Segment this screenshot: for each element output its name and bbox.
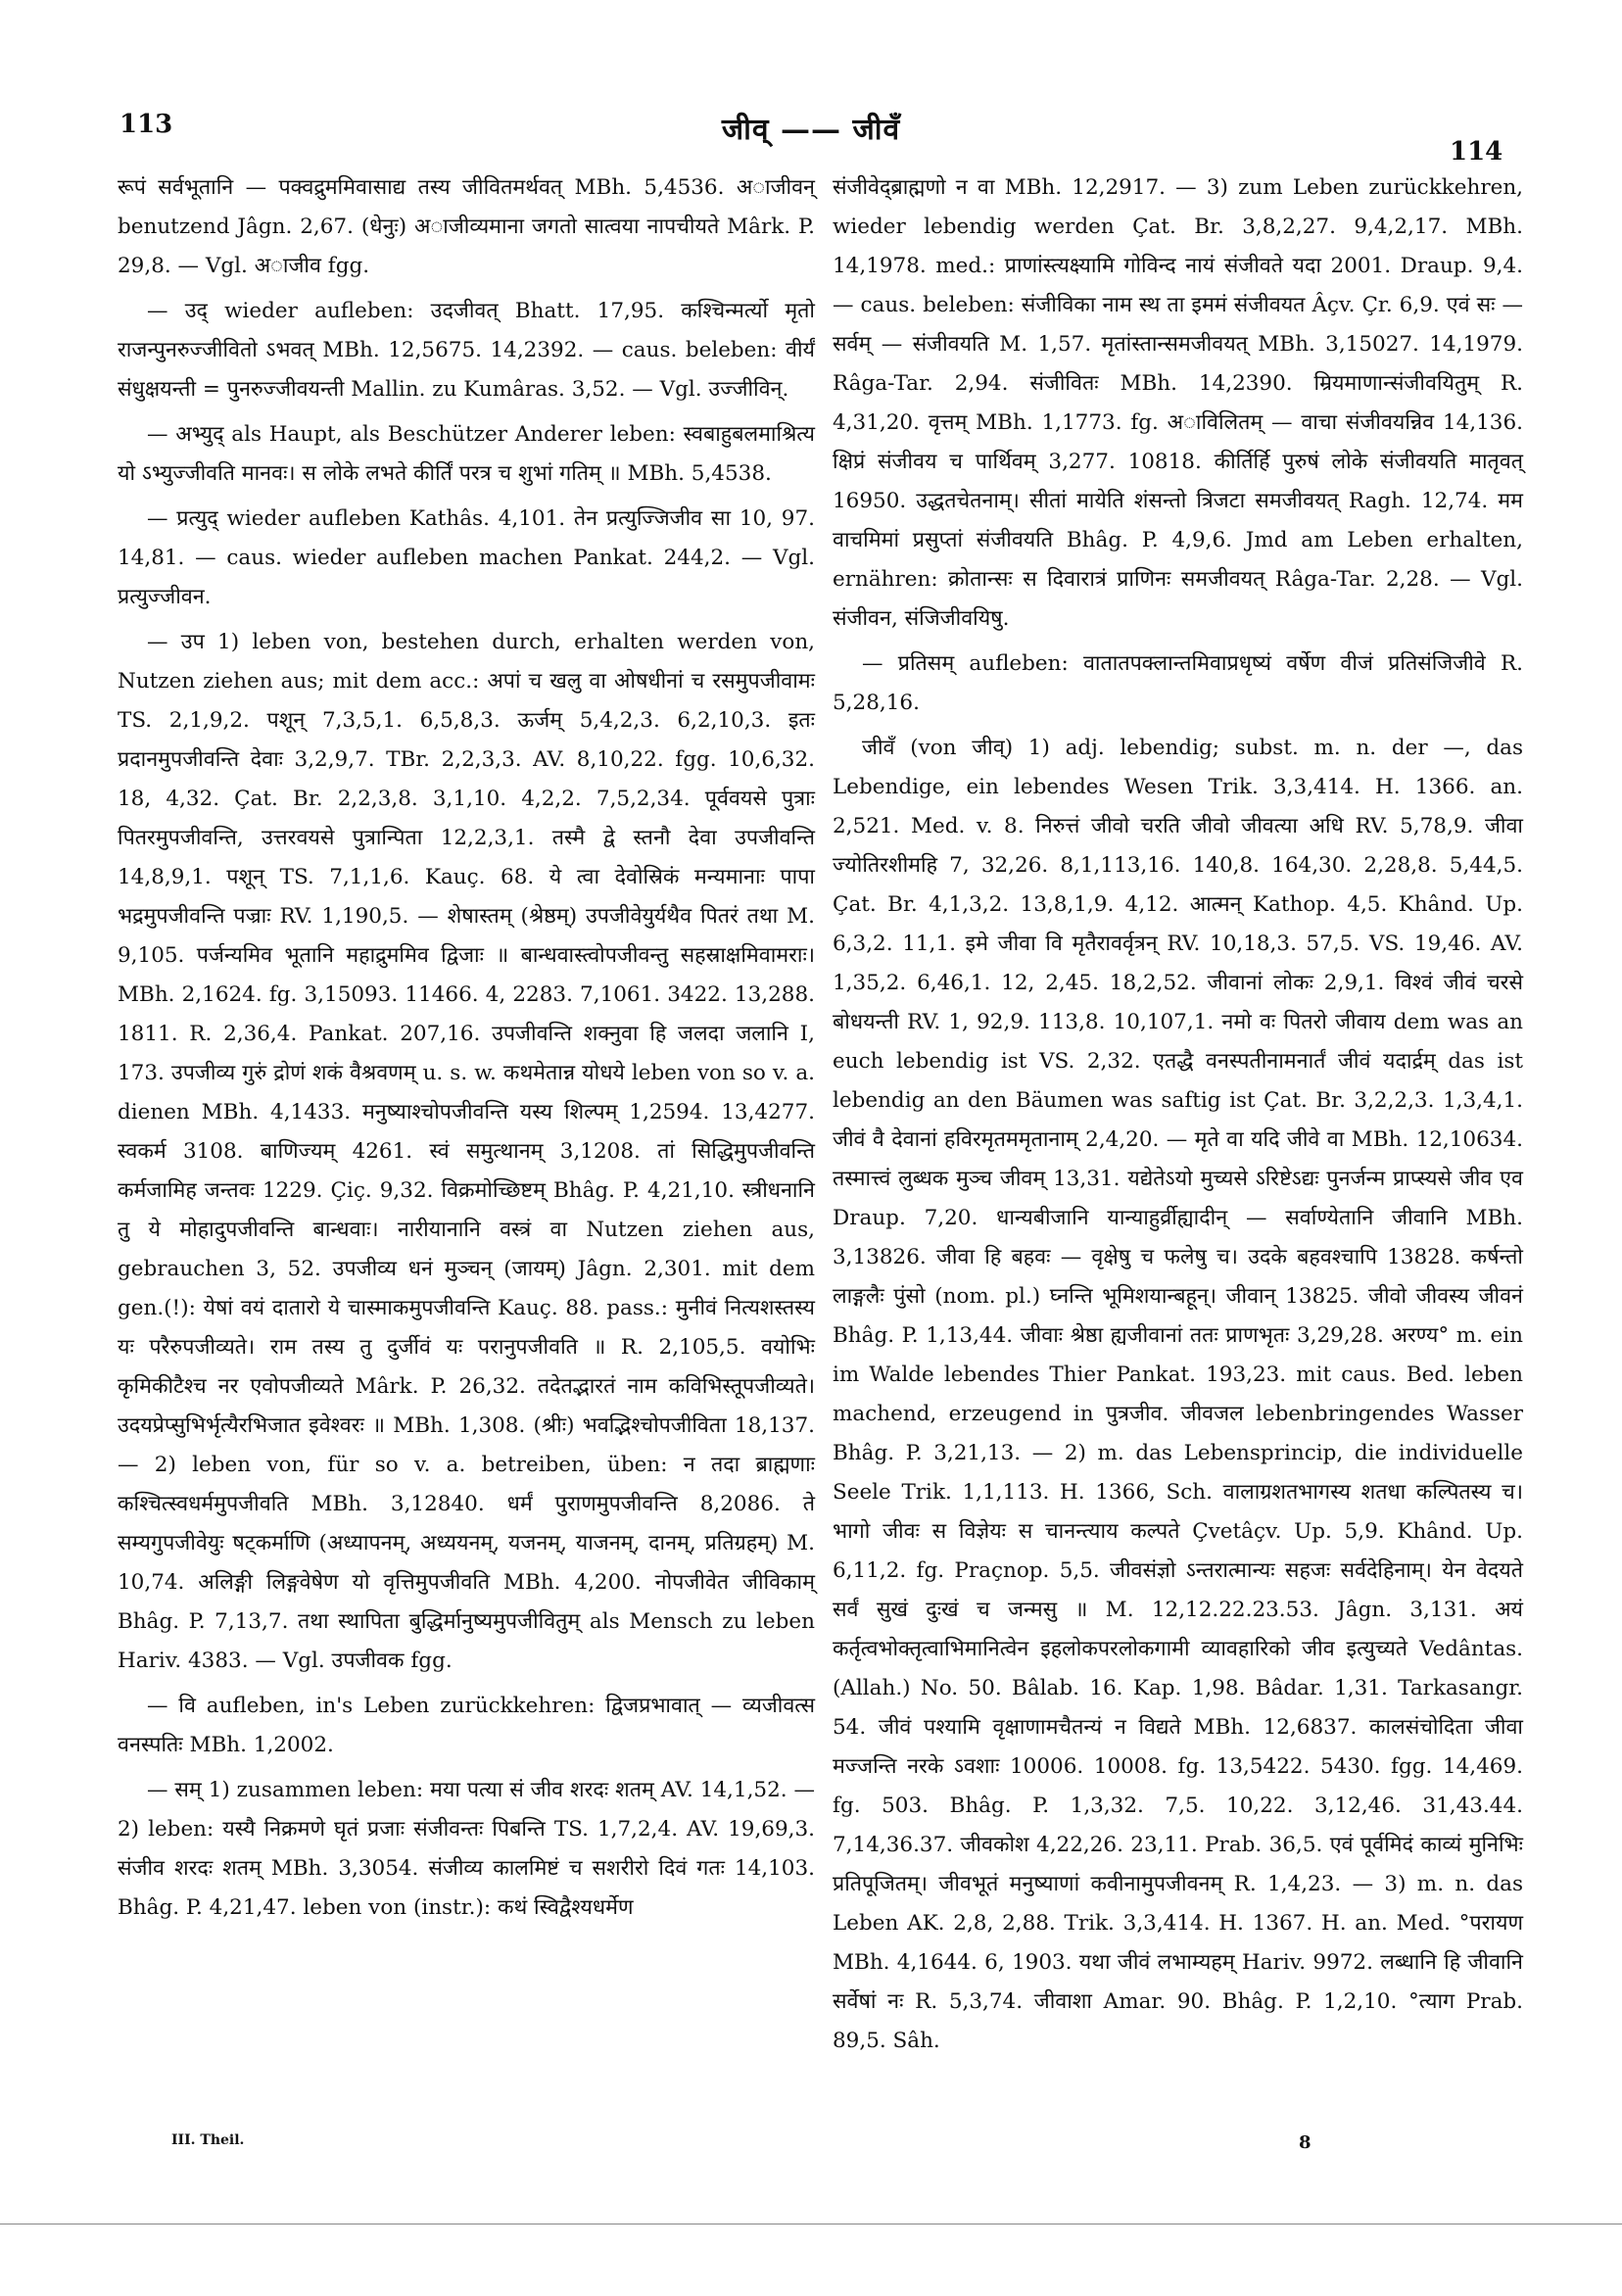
page-number-left: 113 — [119, 110, 173, 139]
entry-paragraph: रूपं सर्वभूतानि — पक्वद्रुममिवासाद्य तस्य जीवितमर्थवत् MBh. 5,4536. अाजीवन् benutzend Jâgn. 2,67. (धेनुः) अाजीव्यमाना जगतो सात्वया नापचीयते Mârk. P. 29,8. — Vgl. अाजीव fgg. — [118, 175, 815, 278]
headword-title: जीव् —— जीवँ — [721, 113, 901, 147]
entry-paragraph: — अभ्युद् als Haupt, als Beschützer Anderer leben: स्वबाहुबलमाश्रित्य यो ऽभ्युज्जीवति मानवः। स लोके लभते कीर्तिं परत्र च शुभां गतिम् ॥ MBh. 5,4538. — [118, 422, 815, 486]
entry-paragraph: — प्रत्युद् wieder aufleben Kathâs. 4,101. तेन प्रत्युज्जिजीव सा 10, 97. 14,81. — caus. wieder aufleben machen Pankat. 244,2. — Vgl. प्रत्युज्जीवन. — [118, 506, 815, 609]
page-number-right: 114 — [1450, 137, 1503, 167]
right-column — [833, 168, 1523, 2067]
left-column — [118, 168, 815, 1934]
entry-paragraph: — प्रतिसम् aufleben: वातातपक्लान्तमिवाप्रधृष्यं वर्षेण वीजं प्रतिसंजिजीवे R. 5,28,16. — [833, 651, 1523, 715]
entry-paragraph: — वि aufleben, in's Leben zurückkehren: द्विजप्रभावात् — व्यजीवत्स वनस्पतिः MBh. 1,2002. — [118, 1694, 815, 1757]
footer-volume-label: III. Theil. — [171, 2132, 245, 2148]
footer-signature-mark: 8 — [1299, 2132, 1312, 2153]
entry-paragraph: जीवँ (von जीव्) 1) adj. lebendig; subst. m. n. der —, das Lebendige, ein lebendes Wesen Trik. 3,3,414. H. 1366. an. 2,521. Med. v. 8. निरुत्तं जीवो चरति जीवो जीवत्या अधि RV. 5,78,9. जीवा ज्योतिरशीमहि 7, 32,26. 8,1,113,16. 140,8. 164,30. 2,28,8. 5,44,5. Çat. Br. 4,1,3,2. 13,8,1,9. 4,12. आत्मन् Kathop. 4,5. Khând. Up. 6,3,2. 11,1. इमे जीवा वि मृतैरावर्वृत्रन् RV. 10,18,3. 57,5. VS. 19,46. AV. 1,35,2. 6,46,1. 12, 2,45. 18,2,52. जीवानां लोकः 2,9,1. विश्वं जीवं चरसे बोधयन्ती RV. 1, 92,9. 113,8. 10,107,1. नमो वः पितरो जीवाय dem was an euch lebendig ist VS. 2,32. एतद्धै वनस्पतीनामनार्तं जीवं यदार्द्रम् das ist lebendig an den Bäumen was saftig ist Çat. Br. 3,2,2,3. 1,3,4,1. जीवं वै देवानां हविरमृतममृतानाम् 2,4,20. — मृते वा यदि जीवे वा MBh. 12,10634. तस्मात्त्वं लुब्धक मुञ्च जीवम् 13,31. यद्येतेऽयो मुच्यसे ऽरिष्टेऽद्यः पुनर्जन्म प्राप्स्यसे जीव एव Draup. 7,20. धान्यबीजानि यान्याहुर्व्रीह्यादीन् — सर्वाण्येतानि जीवानि MBh. 3,13826. जीवा हि बहवः — वृक्षेषु च फलेषु च। उदके बहवश्चापि 13828. कर्षन्तो लाङ्गलैः पुंसो (nom. pl.) घ्नन्ति भूमिशयान्बहून्। जीवान् 13825. जीवो जीवस्य जीवनं Bhâg. P. 1,13,44. जीवाः श्रेष्ठा ह्यजीवानां ततः प्राणभृतः 3,29,28. अरण्य° m. ein im Walde lebendes Thier Pankat. 193,23. mit caus. Bed. leben machend, erzeugend in पुत्रजीव. जीवजल lebenbringendes Wasser Bhâg. P. 3,21,13. — 2) m. das Lebensprincip, die individuelle Seele Trik. 1,1,113. H. 1366, Sch. वालाग्रशतभागस्य शतधा कल्पितस्य च। भागो जीवः स विज्ञेयः स चानन्त्याय कल्पते Çvetâçv. Up. 5,9. Khând. Up. 6,11,2. fg. Praçnop. 5,5. जीवसंज्ञो ऽन्तरात्मान्यः सहजः सर्वदेहिनाम्। येन वेदयते सर्वं सुखं दुःखं च जन्मसु ॥ M. 12,12.22.23.53. Jâgn. 3,131. अयं कर्तृत्वभोक्तृत्वाभिमानित्वेन इहलोकपरलोकगामी व्यावहारिको जीव इत्युच्यते Vedântas. (Allah.) No. 50. Bâlab. 16. Kap. 1,98. Bâdar. 1,31. Tarkasangr. 54. जीवं पश्यामि वृक्षाणामचैतन्यं न विद्यते MBh. 12,6837. कालसंचोदिता जीवा मज्जन्ति नरके ऽवशाः 10006. 10008. fg. 13,5422. 5430. fgg. 14,469. fg. 503. Bhâg. P. 1,3,32. 7,5. 10,22. 3,12,46. 31,43.44. 7,14,36.37. जीवकोश 4,22,26. 23,11. Prab. 36,5. एवं पूर्वमिदं काव्यं मुनिभिः प्रतिपूजितम्। जीवभूतं मनुष्याणां कवीनामुपजीवनम् R. 1,4,23. — 3) m. n. das Leben AK. 2,8, 2,88. Trik. 3,3,414. H. 1367. H. an. Med. °परायण MBh. 4,1644. 6, 1903. यथा जीवं लभाम्यहम् Hariv. 9972. लब्धानि हि जीवानि सर्वेषां नः R. 5,3,74. जीवाशा Amar. 90. Bhâg. P. 1,2,10. °त्याग Prab. 89,5. Sâh. — [833, 736, 1523, 2053]
entry-paragraph: संजीवेद्ब्राह्मणो न वा MBh. 12,2917. — 3) zum Leben zurückkehren, wieder lebendig werden Çat. Br. 3,8,2,27. 9,4,2,17. MBh. 14,1978. med.: प्राणांस्त्यक्ष्यामि गोविन्द नायं संजीवते यदा 2001. Draup. 9,4. — caus. beleben: संजीविका नाम स्थ ता इममं संजीवयत Âçv. Çr. 6,9. एवं सः — सर्वम् — संजीवयति M. 1,57. मृतांस्तान्समजीवयत् MBh. 3,15027. 14,1979. Râga-Tar. 2,94. संजीवितः MBh. 14,2390. म्रियमाणान्संजीवयितुम् R. 4,31,20. वृत्तम् MBh. 1,1773. fg. अाविलितम् — वाचा संजीवयन्निव 14,136. क्षिप्रं संजीवय च पार्थिवम् 3,277. 10818. कीर्तिर्हि पुरुषं लोके संजीवयति मातृवत् 16950. उद्धतचेतनाम्। सीतां मायेति शंसन्तो त्रिजटा समजीवयत् Ragh. 12,74. मम वाचमिमां प्रसुप्तां संजीवयति Bhâg. P. 4,9,6. Jmd am Leben erhalten, ernähren: क्रोतान्सः स दिवारात्रं प्राणिनः समजीवयत् Râga-Tar. 2,28. — Vgl. संजीवन, संजिजीवयिषु. — [833, 175, 1523, 631]
entry-paragraph: — उप 1) leben von, bestehen durch, erhalten werden von, Nutzen ziehen aus; mit dem acc.: अपां च खलु वा ओषधीनां च रसमुपजीवामः TS. 2,1,9,2. पशून् 7,3,5,1. 6,5,8,3. ऊर्जम् 5,4,2,3. 6,2,10,3. इतः प्रदानमुपजीवन्ति देवाः 3,2,9,7. TBr. 2,2,3,3. AV. 8,10,22. fgg. 10,6,32. 18, 4,32. Çat. Br. 2,2,3,8. 3,1,10. 4,2,2. 7,5,2,34. पूर्ववयसे पुत्राः पितरमुपजीवन्ति, उत्तरवयसे पुत्रान्पिता 12,2,3,1. तस्मै द्वे स्तनौ देवा उपजीवन्ति 14,8,9,1. पशून् TS. 7,1,1,6. Kauç. 68. ये त्वा देवोस्रिकं मन्यमानाः पापा भद्रमुपजीवन्ति पज्राः RV. 1,190,5. — शेषास्तम् (श्रेष्ठम्) उपजीवेयुर्यथैव पितरं तथा M. 9,105. पर्जन्यमिव भूतानि महाद्रुममिव द्विजाः ॥ बान्धवास्त्वोपजीवन्तु सहस्राक्षमिवामराः। MBh. 2,1624. fg. 3,15093. 11466. 4, 2283. 7,1061. 3422. 13,288. 1811. R. 2,36,4. Pankat. 207,16. उपजीवन्ति शक्नुवा हि जलदा जलानि I, 173. उपजीव्य गुरुं द्रोणं शकं वैश्रवणम् u. s. w. कथमेतान्न योधये leben von so v. a. dienen MBh. 4,1433. मनुष्याश्चोपजीवन्ति यस्य शिल्पम् 1,2594. 13,4277. स्वकर्म 3108. बाणिज्यम् 4261. स्वं समुत्थानम् 3,1208. तां सिद्धिमुपजीवन्ति कर्मजामिह जन्तवः 1229. Çiç. 9,32. विक्रमोच्छिष्टम् Bhâg. P. 4,21,10. स्त्रीधनानि तु ये मोहादुपजीवन्ति बान्धवाः। नारीयानानि वस्त्रं वा Nutzen ziehen aus, gebrauchen 3, 52. उपजीव्य धनं मुञ्चन् (जायम्) Jâgn. 2,301. mit dem gen.(!): येषां वयं दातारो ये चास्माकमुपजीवन्ति Kauç. 88. pass.: मुनीवं नित्यशस्तस्य यः परैरुपजीव्यते। राम तस्य तु दुर्जीवं यः परानुपजीवति ॥ R. 2,105,5. वयोभिः कृमिकीटैश्च नर एवोपजीव्यते Mârk. P. 26,32. तदेतद्भारतं नाम कविभिस्तूपजीव्यते। उदयप्रेप्सुभिर्भृत्यैरभिजात इवेश्वरः ॥ MBh. 1,308. (श्रीः) भवद्भिश्चोपजीविता 18,137. — 2) leben von, für so v. a. betreiben, üben: न तदा ब्राह्मणाः कश्चित्स्वधर्ममुपजीवति MBh. 3,12840. धर्मं पुराणमुपजीवन्ति 8,2086. ते सम्यगुपजीवेयुः षट्कर्माणि (अध्यापनम्, अध्ययनम्, यजनम्, याजनम्, दानम्, प्रतिग्रहम्) M. 10,74. अलिङ्गी लिङ्गवेषेण यो वृत्तिमुपजीवति MBh. 4,200. नोपजीवेत जीविकाम् Bhâg. P. 7,13,7. तथा स्थापिता बुद्धिर्मानुष्यमुपजीवितुम् als Mensch zu leben Hariv. 4383. — Vgl. उपजीवक fgg. — [118, 630, 815, 1673]
entry-paragraph: — सम् 1) zusammen leben: मया पत्या सं जीव शरदः शतम् AV. 14,1,52. — 2) leben: यस्यै निक्रमणे घृतं प्रजाः संजीवन्तः पिबन्ति TS. 1,7,2,4. AV. 19,69,3. संजीव शरदः शतम् MBh. 3,3054. संजीव्य कालमिष्टं च सशरीरो दिवं गतः 14,103. Bhâg. P. 4,21,47. leben von (instr.): कथं स्विद्वैश्यधर्मेण — [118, 1778, 815, 1920]
entry-paragraph: — उद् wieder aufleben: उदजीवत् Bhatt. 17,95. कश्चिन्मर्त्यो मृतो राजन्पुनरुज्जीवितो ऽभवत् MBh. 12,5675. 14,2392. — caus. beleben: वीर्यं संधुक्षयन्ती = पुनरुज्जीवयन्ती Mallin. zu Kumâras. 3,52. — Vgl. उज्जीविन्. — [118, 299, 815, 402]
